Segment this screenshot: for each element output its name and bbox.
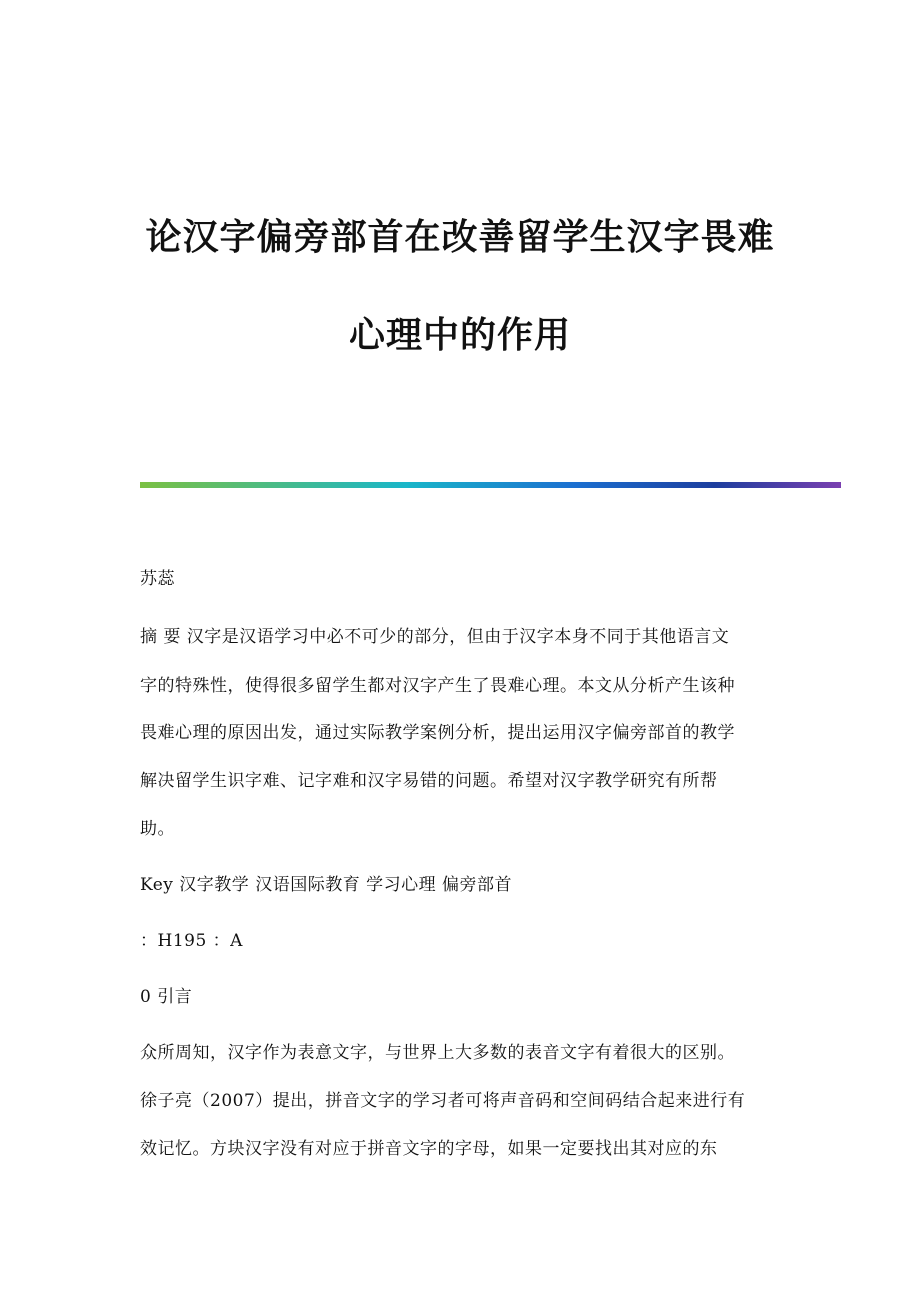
- abstract-line: 解决留学生识字难、记字难和汉字易错的问题。希望对汉字教学研究有所帮: [140, 771, 718, 791]
- abstract-line: 助。: [140, 819, 175, 839]
- document-title-line-1: 论汉字偏旁部首在改善留学生汉字畏难: [145, 217, 775, 258]
- keywords: Key 汉字教学 汉语国际教育 学习心理 偏旁部首: [140, 875, 513, 895]
- classification-code: ：H195 ：A: [140, 931, 243, 951]
- author-name: 苏蕊: [140, 569, 175, 589]
- document-title-line-2: 心理中的作用: [348, 315, 571, 356]
- abstract-line: 畏难心理的原因出发，通过实际教学案例分析，提出运用汉字偏旁部首的教学: [140, 723, 735, 743]
- gradient-divider: [140, 482, 841, 488]
- abstract-line: 摘 要 汉字是汉语学习中必不可少的部分，但由于汉字本身不同于其他语言文: [140, 627, 730, 647]
- section-heading: 0 引言: [140, 987, 193, 1007]
- body-line: 徐子亮（2007）提出，拼音文字的学习者可将声音码和空间码结合起来进行有: [140, 1091, 746, 1111]
- body-line: 众所周知，汉字作为表意文字，与世界上大多数的表音文字有着很大的区别。: [140, 1043, 735, 1063]
- body-line: 效记忆。方块汉字没有对应于拼音文字的字母，如果一定要找出其对应的东: [140, 1139, 718, 1159]
- abstract-line: 字的特殊性，使得很多留学生都对汉字产生了畏难心理。本文从分析产生该种: [140, 676, 735, 696]
